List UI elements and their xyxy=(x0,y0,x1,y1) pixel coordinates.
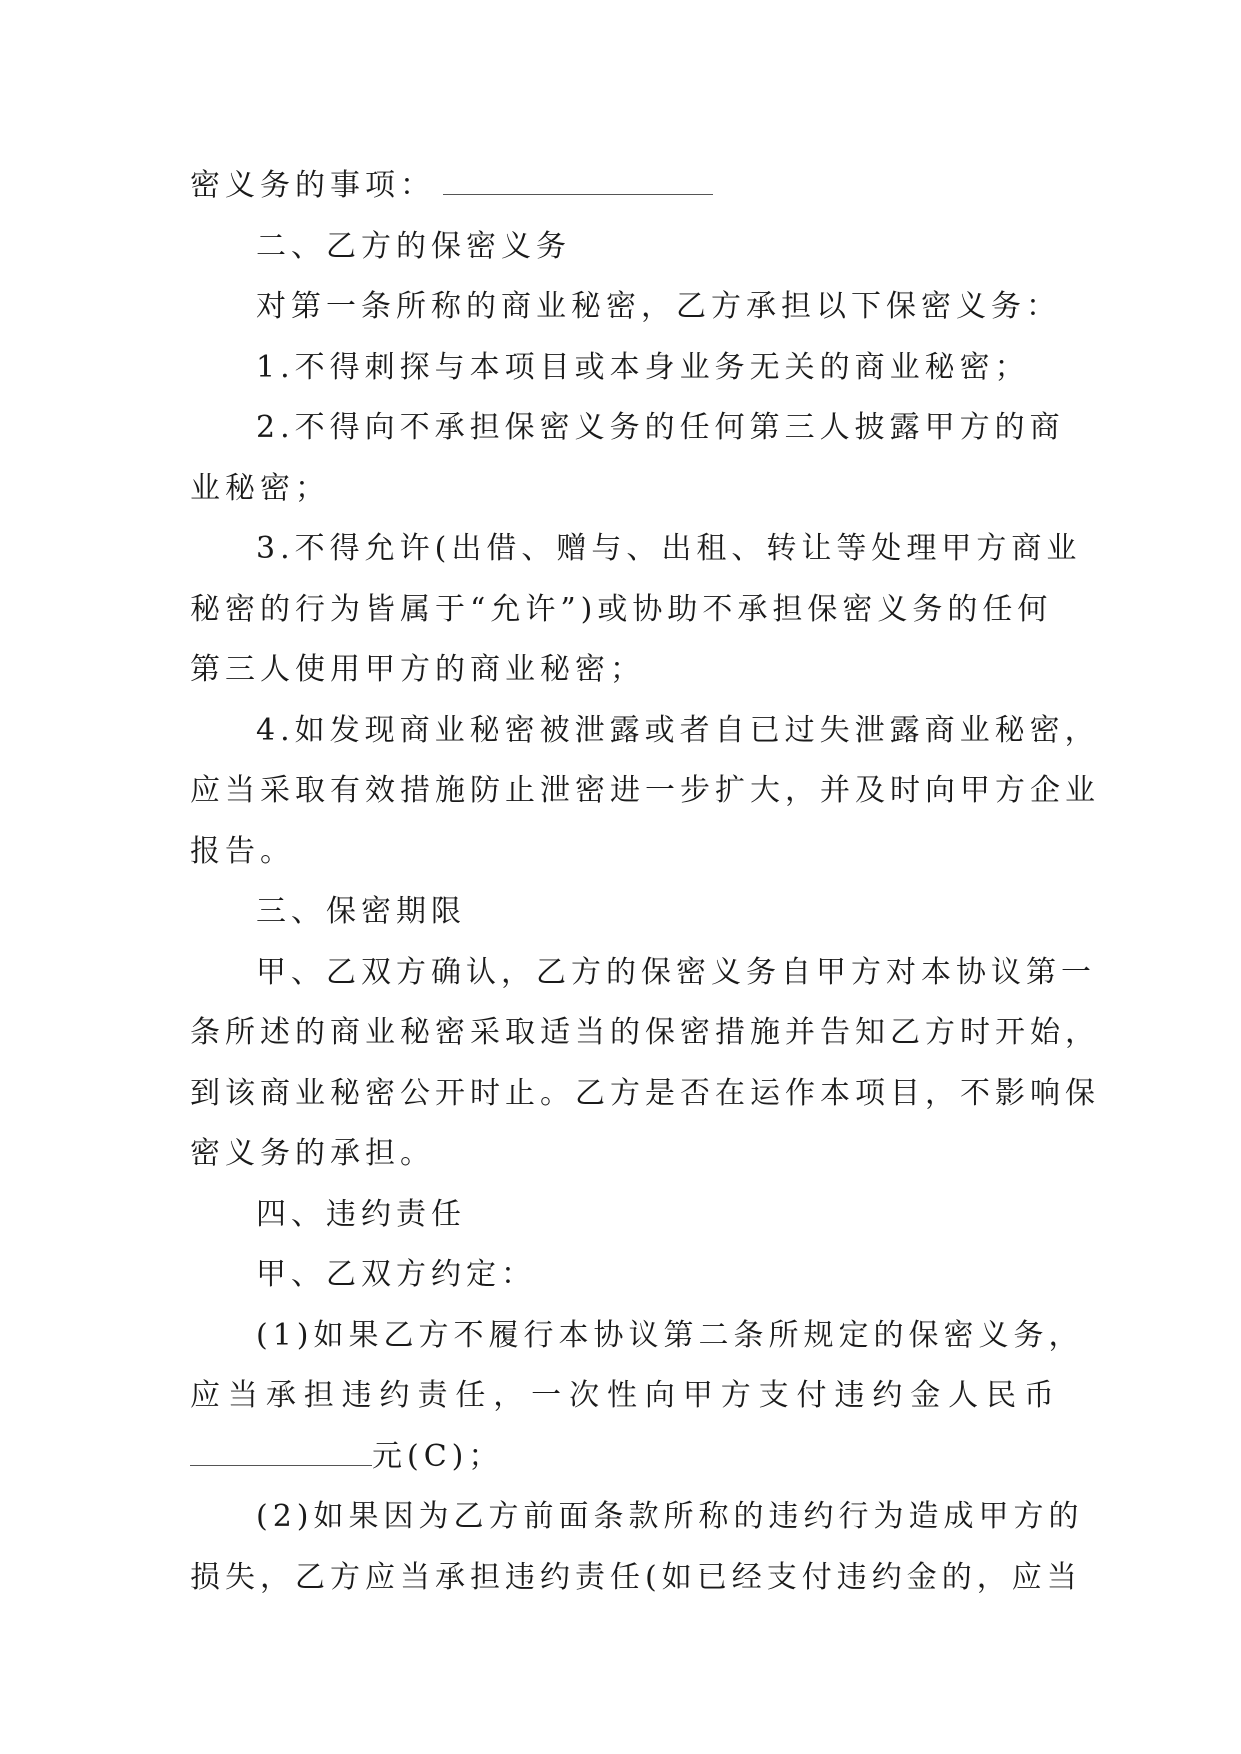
line-text: 元(C)； xyxy=(372,1438,504,1474)
text-line: 秘密的行为皆属于“允许”)或协助不承担保密义务的任何 xyxy=(190,591,1053,627)
list-item: 2.不得向不承担保密义务的任何第三人披露甲方的商 xyxy=(256,410,1065,445)
section-heading: 二、乙方的保密义务 xyxy=(256,228,571,264)
text-line: 应当采取有效措施防止泄密进一步扩大，并及时向甲方企业 xyxy=(190,773,1100,808)
fill-in-blank xyxy=(443,172,713,195)
text-line: 报告。 xyxy=(190,833,295,869)
section-heading: 三、保密期限 xyxy=(256,894,466,929)
section-heading: 四、违约责任 xyxy=(256,1196,466,1232)
document-body xyxy=(190,156,1100,1608)
list-item: 4.如发现商业秘密被泄露或者自已过失泄露商业秘密， xyxy=(256,712,1100,748)
text-line: 甲、乙双方确认，乙方的保密义务自甲方对本协议第一 xyxy=(256,954,1096,990)
text-line: 甲、乙双方约定： xyxy=(256,1257,536,1292)
text-line: 条所述的商业秘密采取适当的保密措施并告知乙方时开始， xyxy=(190,1015,1100,1050)
text-line: 业秘密； xyxy=(190,470,330,506)
text-line: 对第一条所称的商业秘密，乙方承担以下保密义务： xyxy=(256,289,1061,324)
text-line: 第三人使用甲方的商业秘密； xyxy=(190,652,645,687)
list-item: (2)如果因为乙方前面条款所称的违约行为造成甲方的 xyxy=(256,1499,1084,1534)
fill-in-blank xyxy=(190,1443,372,1466)
text-line: 密义务的承担。 xyxy=(190,1136,435,1171)
list-item: 3.不得允许(出借、赠与、出租、转让等处理甲方商业 xyxy=(256,531,1082,566)
text-line: 应当承担违约责任，一次性向甲方支付违约金人民币 xyxy=(190,1378,1056,1413)
text-line: 损失，乙方应当承担违约责任(如已经支付违约金的，应当 xyxy=(190,1559,1082,1595)
text-line xyxy=(190,156,1056,217)
text-line: 到该商业秘密公开时止。乙方是否在运作本项目，不影响保 xyxy=(190,1075,1100,1111)
list-item: (1)如果乙方不履行本协议第二条所规定的保密义务， xyxy=(256,1317,1084,1353)
list-item: 1.不得刺探与本项目或本身业务无关的商业秘密； xyxy=(256,349,1030,385)
text-line xyxy=(190,1427,1056,1488)
line-text: 密义务的事项： xyxy=(190,168,435,203)
